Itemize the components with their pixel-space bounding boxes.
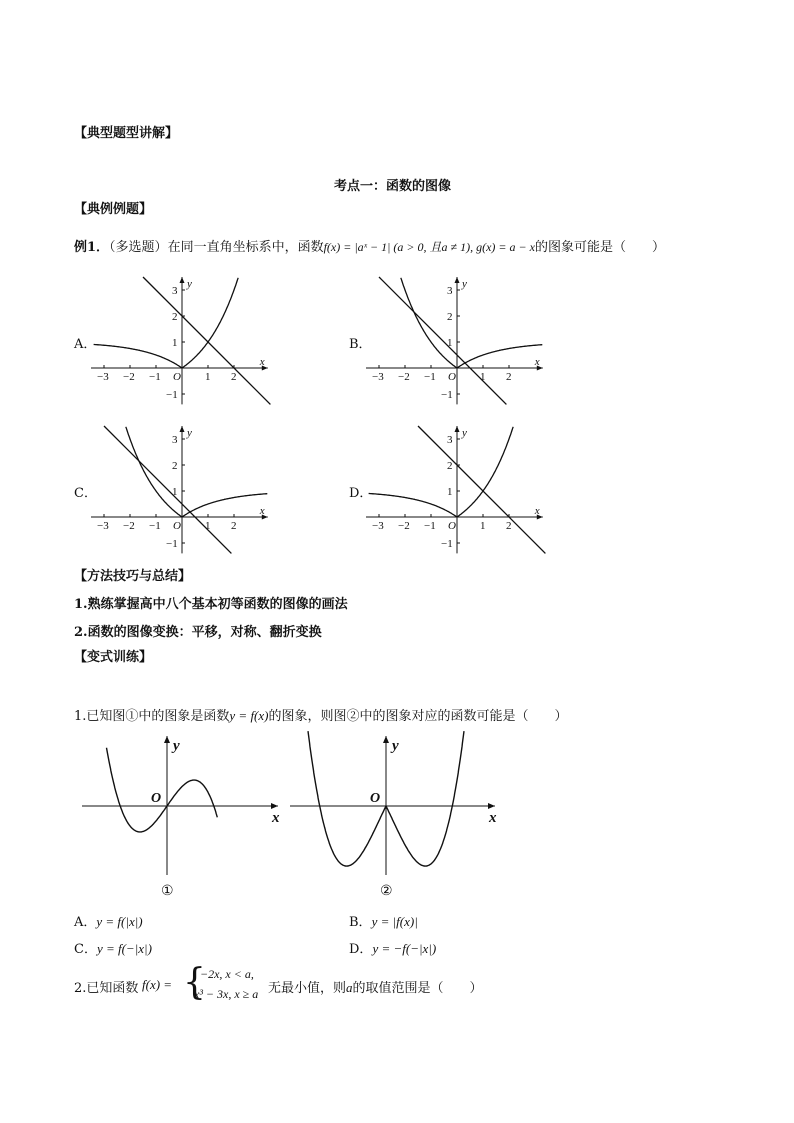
- x-axis-arrow: [488, 803, 495, 809]
- graph-option-a: [91, 277, 270, 404]
- line-g: [104, 426, 231, 553]
- x-tick-label: −1: [149, 371, 161, 383]
- y-tick-label: 3: [447, 434, 453, 446]
- x-tick-label: 2: [506, 520, 512, 532]
- heading-methods: 【方法技巧与总结】: [74, 569, 192, 584]
- y-tick-label: 1: [447, 337, 453, 349]
- x-tick-label: −1: [424, 371, 436, 383]
- heading-practice: 【变式训练】: [74, 650, 153, 665]
- x-tick-label: −1: [424, 520, 436, 532]
- x-tick-label: 1: [480, 371, 486, 383]
- q2-text-after-group: [268, 977, 483, 996]
- q1-option-b: [349, 911, 418, 930]
- q1-text-after: 的图象，则图②中的图象对应的函数可能是（ ）: [268, 709, 568, 724]
- q2-brace: {: [183, 962, 206, 1003]
- x-tick-label: 2: [506, 371, 512, 383]
- origin-label: O: [448, 520, 456, 532]
- x-tick-label: −1: [149, 520, 161, 532]
- q1-option-c: [74, 938, 152, 957]
- y-axis-label: y: [462, 278, 467, 290]
- q1-option-d-expr: y = −f(−|x|): [372, 941, 437, 956]
- q2-text-after: 无最小值，则: [268, 981, 347, 996]
- x-axis-arrow: [271, 803, 278, 809]
- q1-option-c-expr: y = f(−|x|): [96, 941, 152, 956]
- q1-option-d-letter: D．: [349, 942, 373, 957]
- q1-option-d: [349, 938, 436, 957]
- origin-label: O: [448, 371, 456, 383]
- q1-option-a: [74, 911, 143, 930]
- y-tick-label: 2: [447, 460, 453, 472]
- q2-fx: f(x) =: [142, 977, 173, 992]
- figure-1-label: ①: [161, 884, 174, 899]
- example1-label: 例1．: [74, 240, 110, 255]
- example1-option-a: A．: [74, 337, 97, 352]
- y-tick-label: −1: [166, 538, 178, 550]
- y-axis-label: y: [173, 738, 180, 754]
- x-axis-label: x: [489, 810, 497, 826]
- q1-option-a-letter: A．: [74, 915, 97, 930]
- curve-f: [401, 278, 543, 368]
- y-tick-label: 2: [172, 311, 178, 323]
- y-tick-label: 2: [172, 460, 178, 472]
- line-g: [418, 426, 545, 553]
- q1-figure-2: [290, 731, 497, 899]
- x-tick-label: 1: [205, 520, 211, 532]
- y-tick-label: 2: [447, 311, 453, 323]
- y-axis-arrow: [164, 736, 170, 743]
- y-tick-label: 1: [172, 486, 178, 498]
- y-tick-label: 3: [447, 285, 453, 297]
- q1-option-b-letter: B．: [349, 915, 372, 930]
- example1-option-b: B．: [349, 337, 372, 352]
- y-axis-arrow: [180, 277, 185, 283]
- y-axis-label: y: [187, 278, 192, 290]
- example1-text-before: 在同一直角坐标系中，函数: [167, 240, 324, 255]
- y-axis-label: y: [392, 738, 399, 754]
- y-axis-label: y: [187, 427, 192, 439]
- x-tick-label: 2: [231, 371, 237, 383]
- x-tick-label: −3: [372, 520, 384, 532]
- x-axis-label: x: [534, 356, 540, 368]
- x-tick-label: −3: [97, 371, 109, 383]
- y-tick-label: −1: [166, 389, 178, 401]
- y-axis-arrow: [455, 277, 460, 283]
- x-tick-label: −2: [398, 371, 410, 383]
- origin-label: O: [151, 791, 162, 806]
- y-tick-label: −1: [441, 538, 453, 550]
- y-tick-label: 1: [447, 486, 453, 498]
- x-tick-label: −3: [97, 520, 109, 532]
- line-g: [379, 277, 506, 404]
- x-tick-label: −2: [123, 371, 135, 383]
- y-tick-label: −1: [441, 389, 453, 401]
- x-axis-label: x: [272, 810, 280, 826]
- y-axis-arrow: [383, 736, 389, 743]
- x-tick-label: 1: [205, 371, 211, 383]
- example1-option-d: D．: [349, 486, 373, 501]
- method-2: 2.函数的图像变换：平移，对称、翻折变换: [74, 625, 322, 640]
- q1-option-c-letter: C．: [74, 942, 97, 957]
- q1-text-before: 1.已知图①中的图象是函数: [74, 709, 230, 724]
- x-tick-label: −2: [123, 520, 135, 532]
- curve-f: [107, 748, 218, 832]
- example1-tag: （多选题）: [109, 240, 168, 255]
- x-tick-label: −3: [372, 371, 384, 383]
- y-axis-arrow: [455, 426, 460, 432]
- y-tick-label: 3: [172, 285, 178, 297]
- x-axis-label: x: [259, 505, 265, 517]
- x-axis-label: x: [534, 505, 540, 517]
- q2-text-before: 2.已知函数: [74, 981, 139, 996]
- curve-f: [369, 427, 514, 517]
- origin-label: O: [370, 791, 381, 806]
- x-tick-label: −2: [398, 520, 410, 532]
- x-tick-label: 2: [231, 520, 237, 532]
- origin-label: O: [173, 520, 181, 532]
- q1-graphs: [0, 720, 794, 905]
- q2-text-end: 的取值范围是（ ）: [352, 981, 483, 996]
- y-axis-label: y: [462, 427, 467, 439]
- q1-figure-1: [82, 736, 280, 899]
- example1-formula: f(x) = |aˣ − 1| (a > 0, 且a ≠ 1), g(x) = a − x: [323, 240, 535, 254]
- example1-text-after: 的图象可能是（ ）: [534, 240, 665, 255]
- example1-graphs: [0, 0, 794, 560]
- q1-formula: y = f(x): [229, 708, 269, 723]
- heading-typical: 【典型题型讲解】: [74, 126, 179, 141]
- q1-option-a-expr: y = f(|x|): [96, 914, 143, 929]
- x-axis-label: x: [259, 356, 265, 368]
- origin-label: O: [173, 371, 181, 383]
- q2-case1: −2x, x < a,: [200, 967, 254, 981]
- graph-option-c: [91, 426, 268, 553]
- q1-option-b-expr: y = |f(x)|: [371, 914, 418, 929]
- x-tick-label: 1: [480, 520, 486, 532]
- q2-case2: x³ − 3x, x ≥ a: [194, 987, 259, 1001]
- curve-f: [126, 427, 267, 517]
- y-axis-arrow: [180, 426, 185, 432]
- curve-f: [94, 278, 239, 368]
- kaodian-title: 考点一：函数的图像: [334, 179, 452, 194]
- line-g: [143, 277, 270, 404]
- figure-2-label: ②: [380, 884, 393, 899]
- q2-var: a: [346, 980, 353, 995]
- method-1: 1.熟练掌握高中八个基本初等函数的图像的画法: [74, 597, 348, 612]
- graph-option-b: [366, 277, 543, 404]
- y-tick-label: 3: [172, 434, 178, 446]
- graph-option-d: [366, 426, 545, 553]
- heading-examples: 【典例例题】: [74, 202, 153, 217]
- y-tick-label: 1: [172, 337, 178, 349]
- example1-option-c: C．: [74, 486, 97, 501]
